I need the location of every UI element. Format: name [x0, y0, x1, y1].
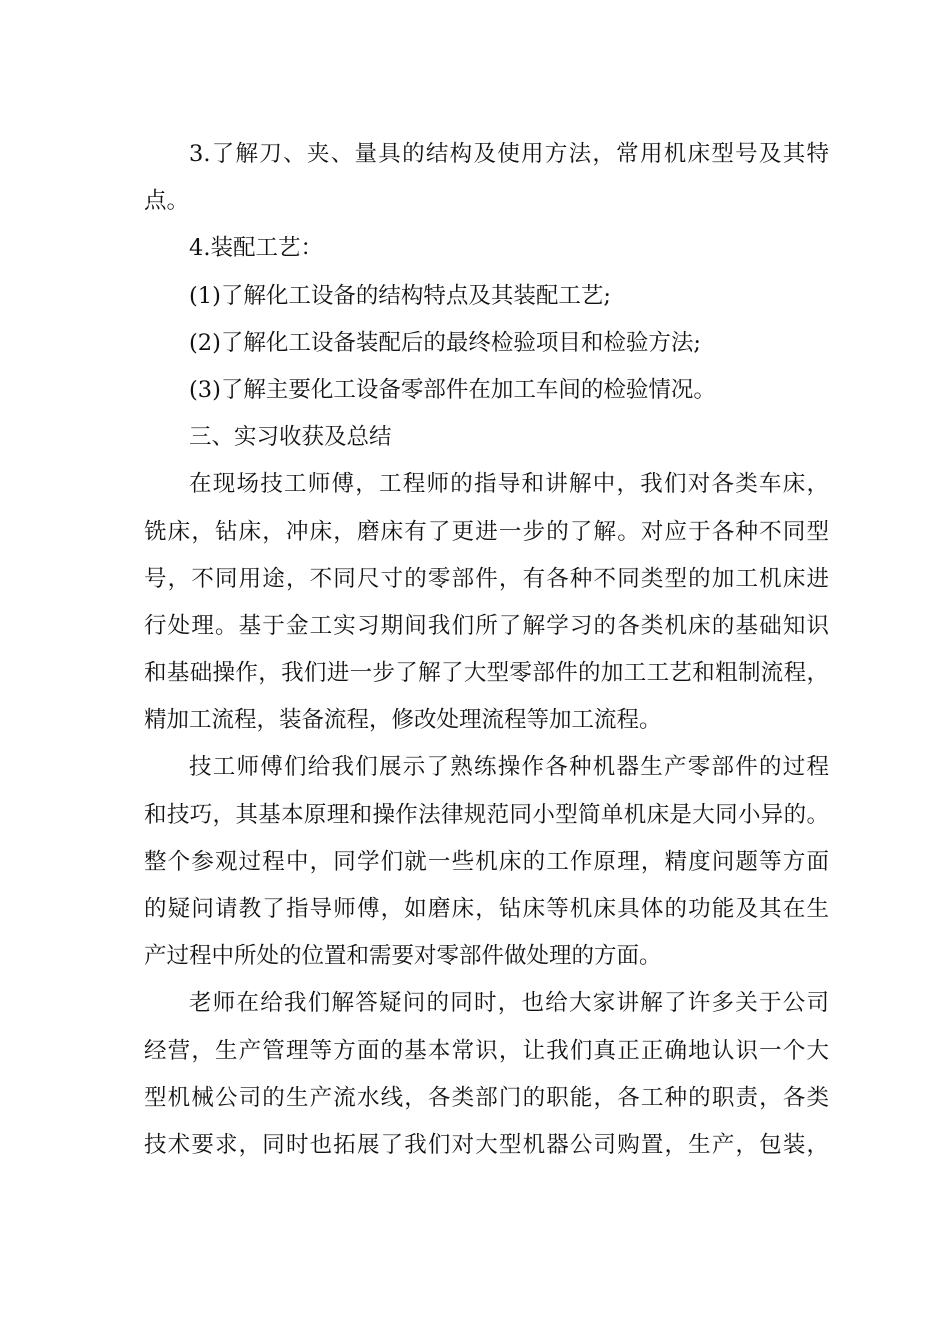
paragraph-3-line-3: 型机械公司的生产流水线，各类部门的职能，各工种的职责，各类 [144, 1084, 829, 1111]
paragraph-2-line-2: 和技巧，其基本原理和操作法律规范同小型简单机床是大同小异的。 [144, 801, 829, 828]
paragraph-1-line-5: 和基础操作，我们进一步了解了大型零部件的加工工艺和粗制流程， [144, 660, 829, 687]
paragraph-2-line-5: 产过程中所处的位置和需要对零部件做处理的方面。 [144, 943, 662, 970]
paragraph-3-line-4: 技术要求，同时也拓展了我们对大型机器公司购置，生产，包装， [144, 1131, 829, 1158]
paragraph-3-line-2: 经营，生产管理等方面的基本常识，让我们真正正确地认识一个大 [144, 1037, 829, 1064]
paragraph-1-line-4: 行处理。基于金工实习期间我们所了解学习的各类机床的基础知识 [144, 612, 829, 639]
paragraph-1-line-6: 精加工流程，装备流程，修改处理流程等加工流程。 [144, 707, 662, 734]
document-page [144, 131, 829, 1169]
list-item-2: (2)了解化工设备装配后的最终检验项目和检验方法; [189, 329, 701, 356]
paragraph-2-line-4: 的疑问请教了指导师傅，如磨床，钻床等机床具体的功能及其在生 [144, 896, 829, 922]
text-line-1: 3.了解刀、夹、量具的结构及使用方法，常用机床型号及其特 [189, 141, 829, 167]
paragraph-1-line-1: 在现场技工师傅，工程师的指导和讲解中，我们对各类车床， [189, 471, 829, 498]
list-item-1: (1)了解化工设备的结构特点及其装配工艺; [189, 282, 611, 309]
paragraph-2-line-1: 技工师傅们给我们展示了熟练操作各种机器生产零部件的过程 [189, 754, 829, 781]
section-heading-assembly: 4.装配工艺： [189, 235, 323, 262]
section-heading-summary: 三、实习收获及总结 [189, 424, 392, 451]
paragraph-1-line-2: 铣床，钻床，冲床，磨床有了更进一步的了解。对应于各种不同型 [144, 518, 829, 545]
paragraph-2-line-3: 整个参观过程中，同学们就一些机床的工作原理，精度问题等方面 [144, 848, 829, 875]
paragraph-1-line-3: 号，不同用途，不同尺寸的零部件，有各种不同类型的加工机床进 [144, 565, 829, 592]
list-item-3: (3)了解主要化工设备零部件在加工车间的检验情况。 [189, 376, 716, 403]
paragraph-3-line-1: 老师在给我们解答疑问的同时，也给大家讲解了许多关于公司 [189, 990, 829, 1017]
text-line-2: 点。 [144, 188, 190, 215]
